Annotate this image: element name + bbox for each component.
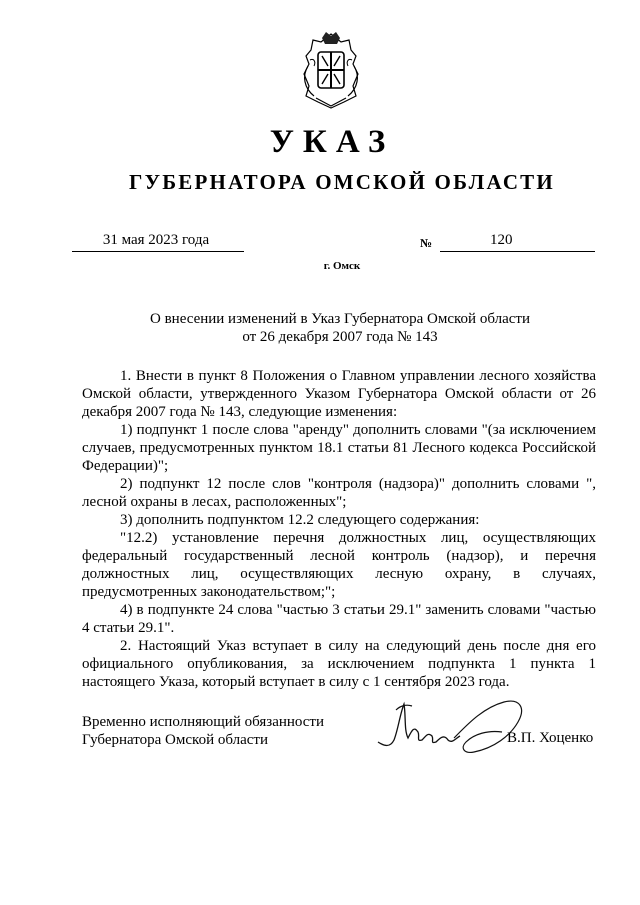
number-label: № [420,236,433,250]
city-label: г. Омск [323,260,361,272]
position-line-2: Губернатора Омской области [82,732,268,748]
handwritten-signature-icon [370,686,530,766]
paragraph: 2. Настоящий Указ вступает в силу на следующий день после дня его официального опубликования, за исключением подпункта 1 пункта 1 настоящего Указа, который вступает в силу с 1 сентября 2023 года. [82,638,596,690]
subject-line-2: от 26 декабря 2007 года № 143 [242,329,438,345]
paragraph: 1) подпункт 1 после слова "аренду" дополнить словами "(за исключением случаев, предусмотренных пунктом 18.1 статьи 81 Лесного кодекса Российской Федерации)"; [82,422,596,474]
document-type-title: УКАЗ [269,124,395,160]
issuer-title: ГУБЕРНАТОРА ОМСКОЙ ОБЛАСТИ [129,170,555,194]
decree-number: 120 [490,232,513,248]
signatory-position [82,713,324,749]
subject-line-1: О внесении изменений в Указ Губернатора Омской области [150,311,530,327]
decree-subject [120,310,560,346]
paragraph: 4) в подпункте 24 слова "частью 3 статьи 29.1" заменить словами "частью 4 статьи 29.1". [82,602,596,636]
decree-body [82,367,596,691]
paragraph: 3) дополнить подпунктом 12.2 следующего содержания: [120,512,480,528]
paragraph: 2) подпункт 12 после слов "контроля (надзора)" дополнить словами ", лесной охраны в лесах, расположенных"; [82,476,596,510]
decree-number-field [440,232,595,252]
omsk-region-coat-of-arms-icon [296,30,366,110]
signatory-name: В.П. Хоценко [507,730,594,746]
paragraph: 1. Внести в пункт 8 Положения о Главном управлении лесного хозяйства Омской области, утвержденного Указом Губернатора Омской области от 26 декабря 2007 года № 143, следующие изменения: [82,368,596,420]
decree-date: 31 мая 2023 года [72,232,244,252]
paragraph: "12.2) установление перечня должностных лиц, осуществляющих федеральный государственный лесной контроль (надзор), и перечня должностных лиц, осуществляющих лесную охрану, в случаях, предусмотренных законодательством;"; [82,530,596,600]
position-line-1: Временно исполняющий обязанности [82,714,325,730]
